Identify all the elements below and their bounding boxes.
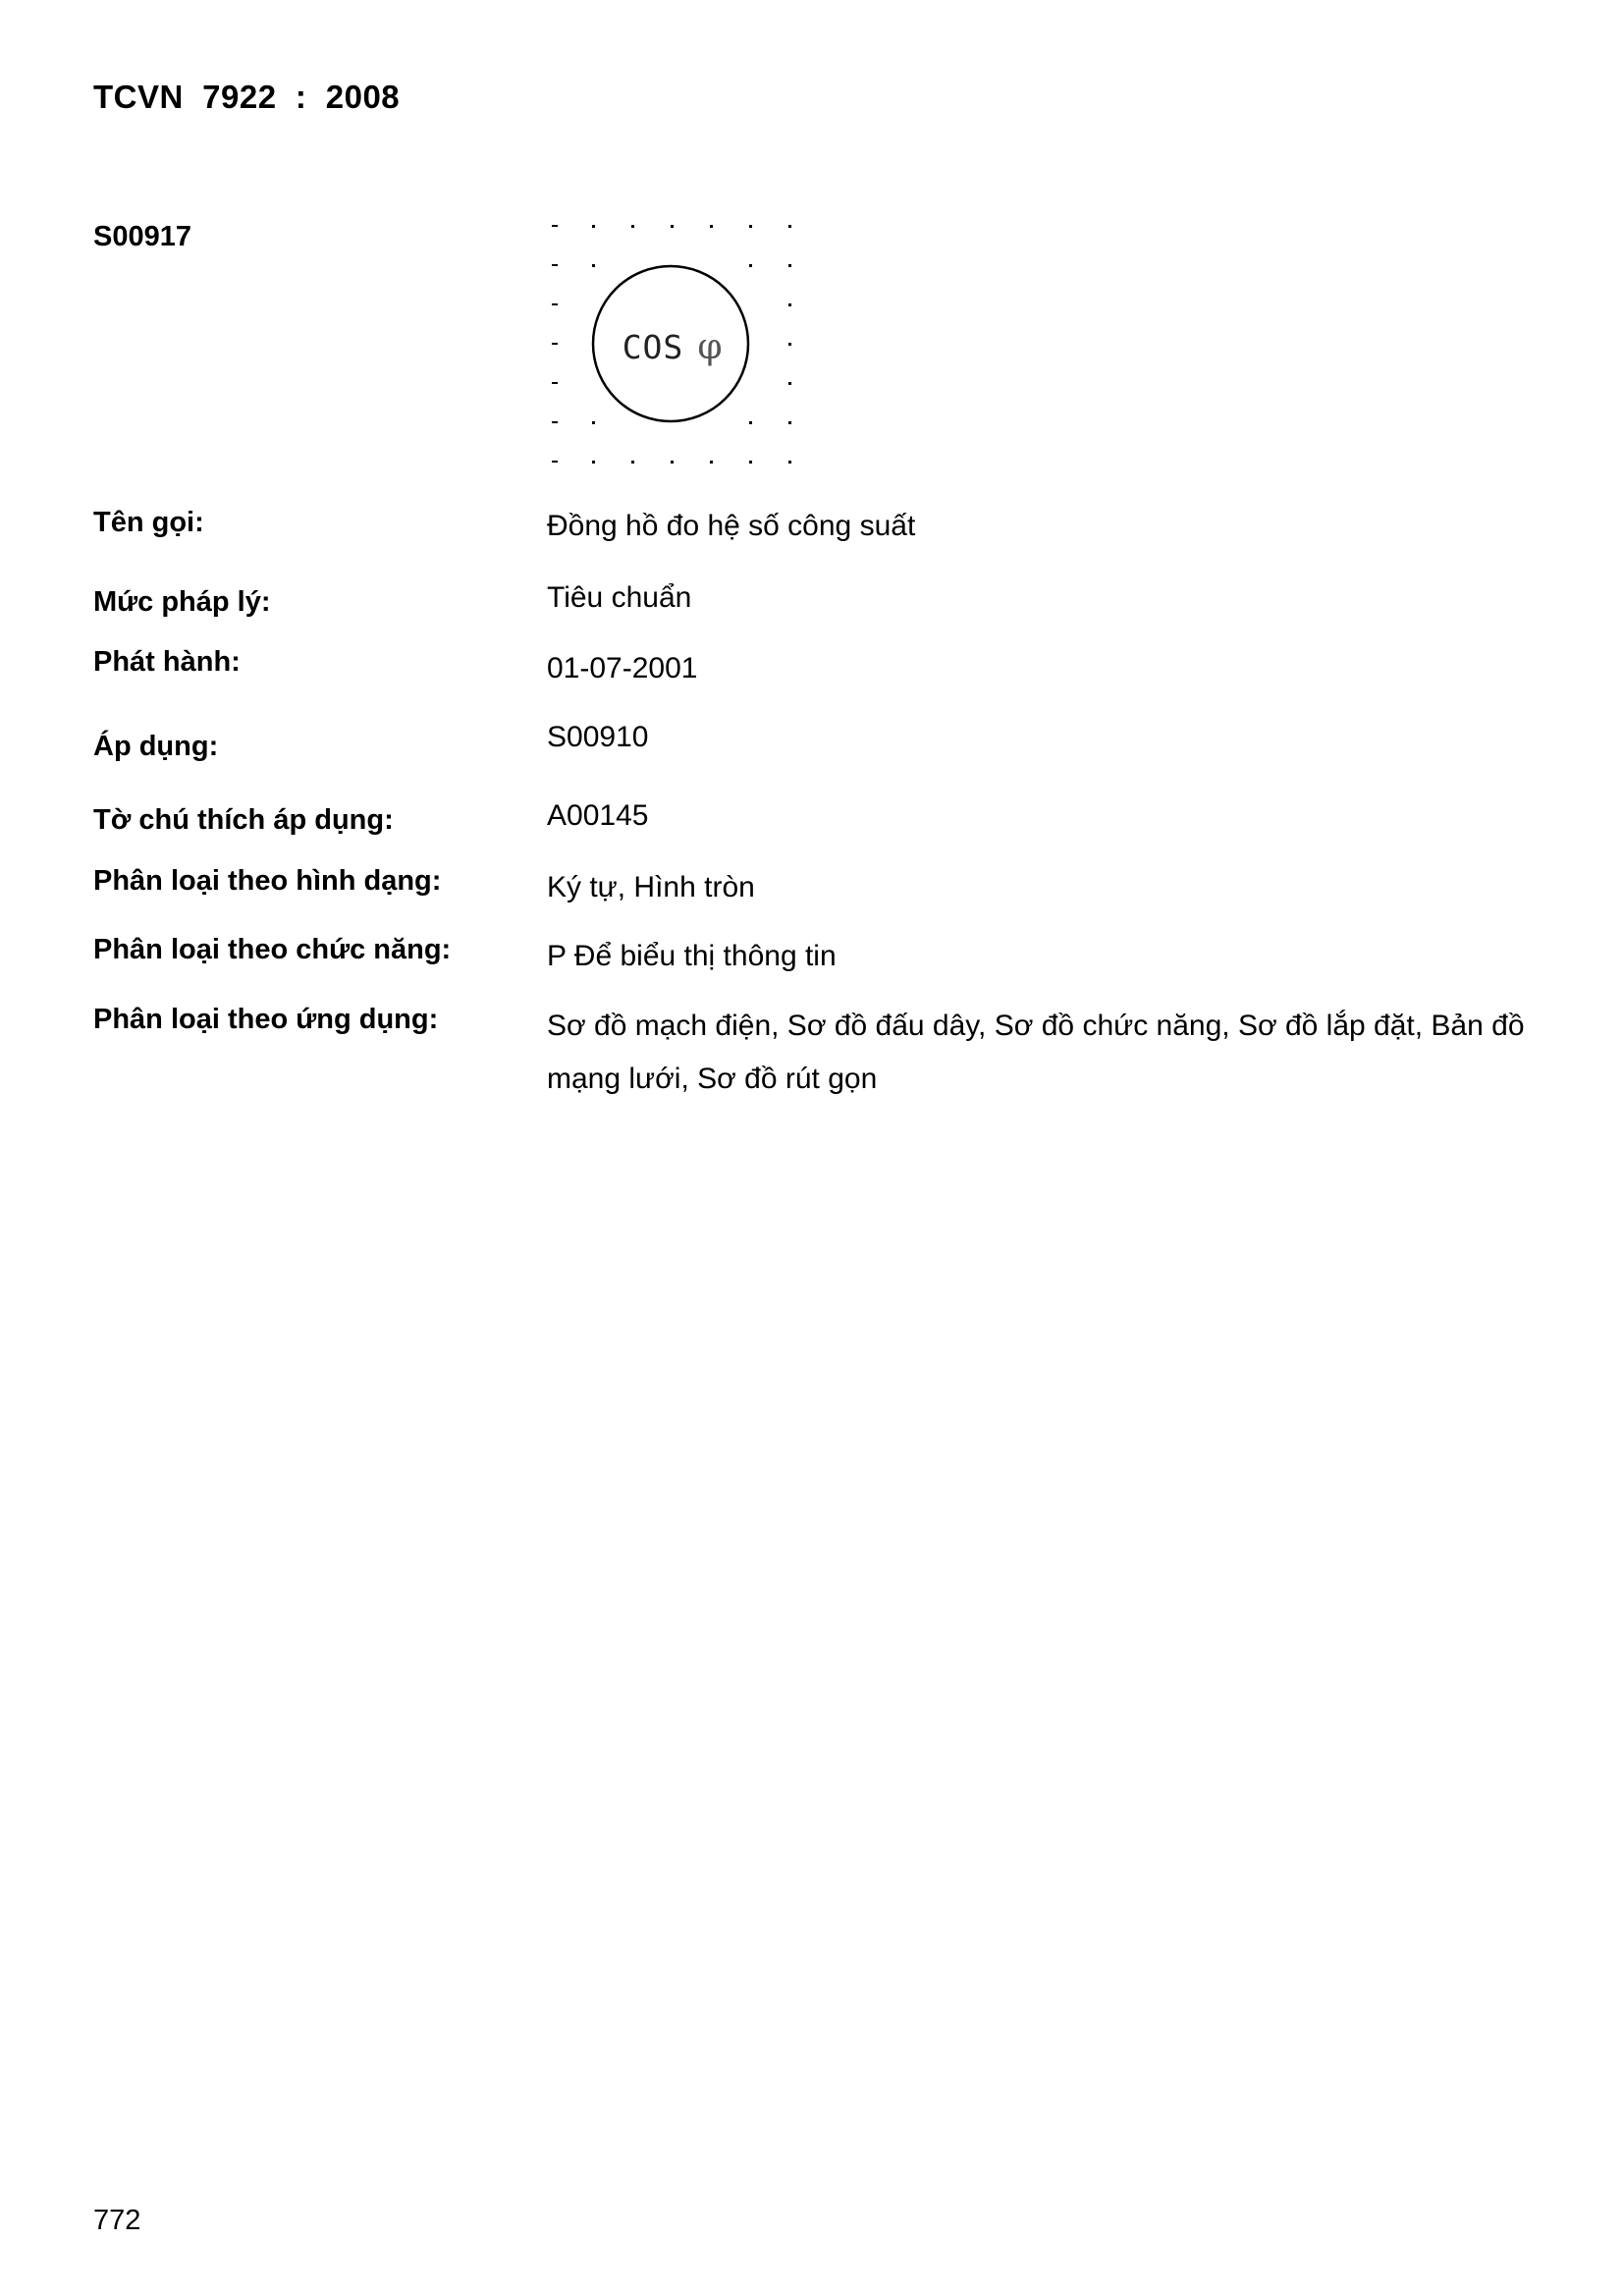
field-label: Tờ chú thích áp dụng: — [93, 804, 394, 836]
field-label: Phân loại theo hình dạng: — [93, 865, 442, 897]
cos-label: COS — [622, 328, 684, 366]
phi-label: φ — [697, 327, 723, 367]
power-factor-meter-symbol-icon — [545, 211, 810, 476]
field-value: P Để biểu thị thông tin — [547, 940, 837, 972]
field-value: S00910 — [547, 721, 649, 753]
field-label: Phân loại theo chức năng: — [93, 934, 452, 965]
field-label: Mức pháp lý: — [93, 586, 271, 618]
field-label: Áp dụng: — [93, 731, 219, 762]
standard-header: TCVN 7922 : 2008 — [93, 79, 401, 115]
field-value: Ký tự, Hình tròn — [547, 871, 755, 903]
field-label: Phân loại theo ứng dụng: — [93, 1004, 439, 1035]
field-value: A00145 — [547, 799, 649, 832]
field-value: 01-07-2001 — [547, 652, 698, 684]
field-value: Đồng hồ đo hệ số công suất — [547, 510, 916, 542]
field-label: Phát hành: — [93, 646, 241, 678]
page-number: 772 — [93, 2205, 141, 2236]
symbol-code: S00917 — [93, 221, 191, 252]
field-value: Tiêu chuẩn — [547, 581, 692, 614]
field-value: Sơ đồ mạch điện, Sơ đồ đấu dây, Sơ đồ chức năng, Sơ đồ lắp đặt, Bản đồ mạng lưới, Sơ đồ rút gọn — [547, 1010, 1525, 1095]
field-label: Tên gọi: — [93, 507, 204, 538]
